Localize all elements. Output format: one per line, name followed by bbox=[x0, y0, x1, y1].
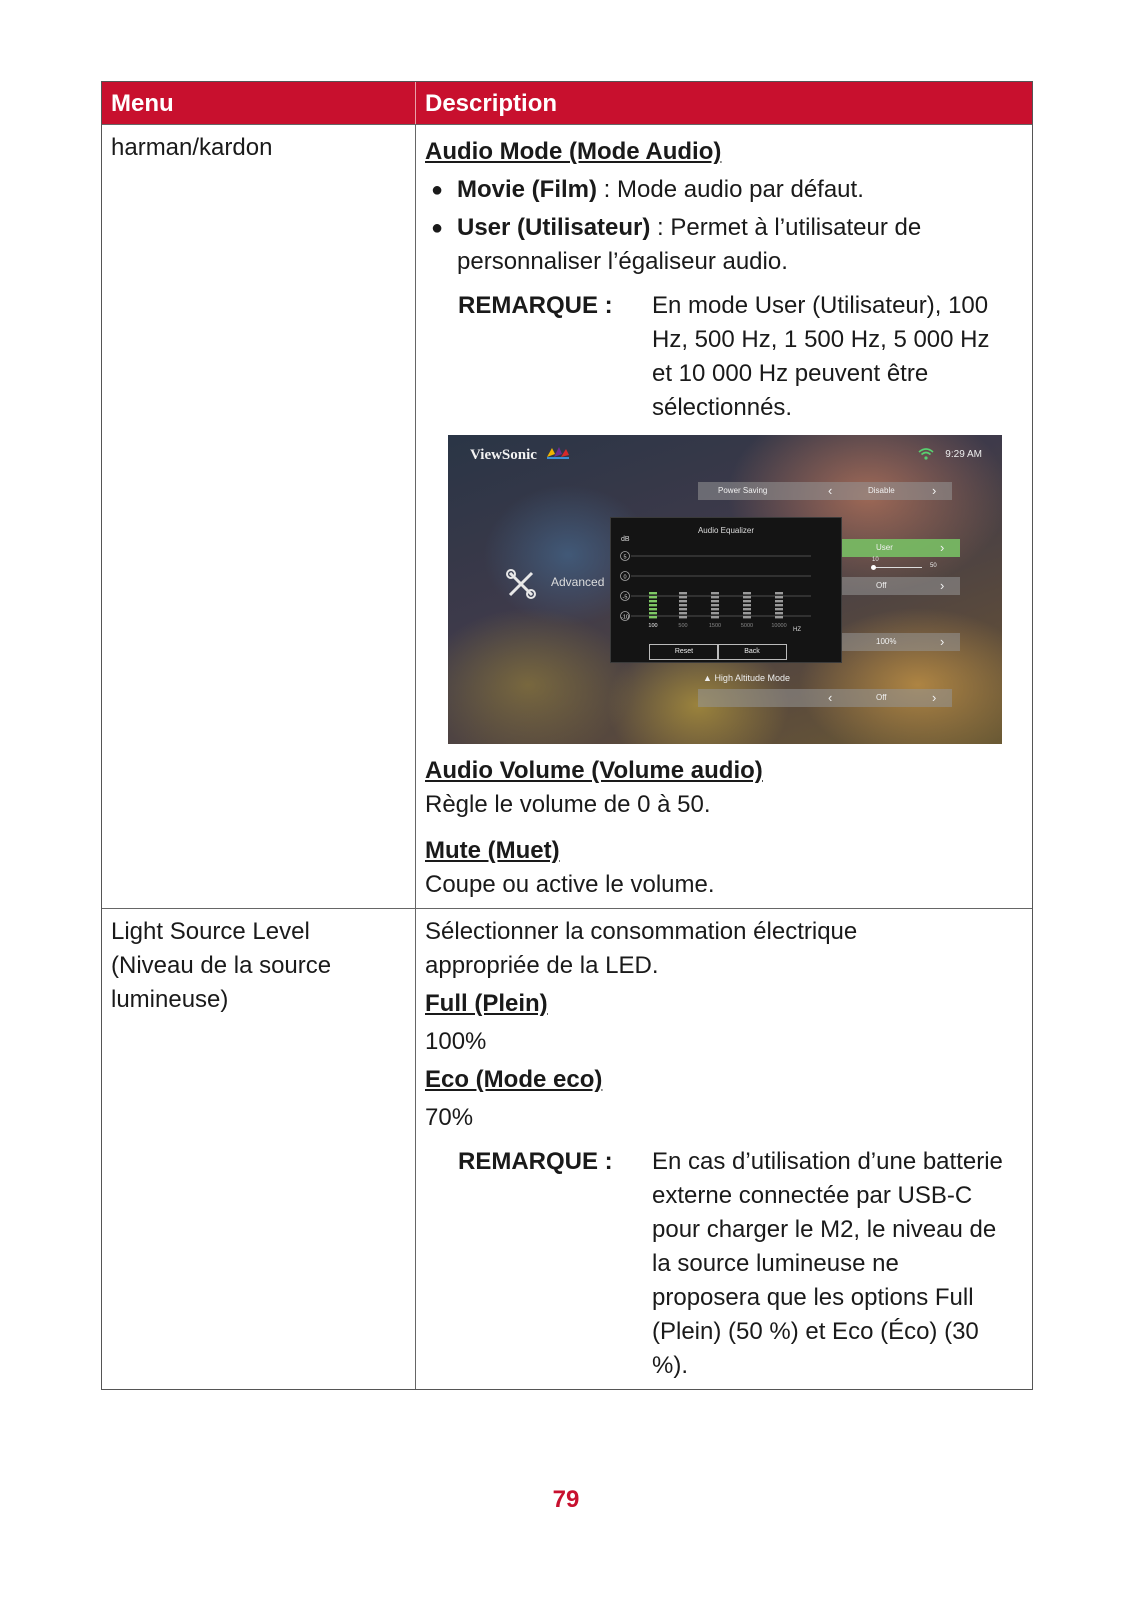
eq-band-segment bbox=[743, 604, 751, 606]
eq-band-segment bbox=[775, 612, 783, 614]
db-tick-label: 5 bbox=[623, 554, 627, 561]
note-text: En mode User (Utilisateur), 100 Hz, 500 Hz, 1 500 Hz, 5 000 Hz et 10 000 Hz peuvent être sélectionnés. bbox=[652, 292, 990, 421]
viewsonic-logo: ViewSonic bbox=[470, 447, 537, 463]
bullet-movie-text: : Mode audio par défaut. bbox=[597, 176, 864, 203]
eq-band-segment bbox=[775, 592, 783, 594]
freq-label: 10000 bbox=[771, 623, 787, 629]
audio-equalizer-screenshot bbox=[448, 435, 1002, 744]
freq-label: 1500 bbox=[708, 623, 722, 629]
slider-max: 50 bbox=[930, 563, 937, 569]
slider-min: 10 bbox=[872, 557, 879, 563]
chevron-right-icon[interactable]: › bbox=[932, 483, 937, 498]
menu-cell-harman-kardon: harman/kardon bbox=[102, 125, 416, 908]
eq-band-segment bbox=[679, 616, 687, 618]
chevron-right-icon[interactable]: › bbox=[940, 634, 945, 649]
eq-band-segment bbox=[711, 592, 719, 594]
chevron-left-icon[interactable]: ‹ bbox=[828, 690, 833, 705]
table-row-light-source-level bbox=[102, 908, 1032, 1389]
full-title: Full (Plein) bbox=[425, 990, 548, 1017]
clock: 9:29 AM bbox=[945, 449, 982, 460]
freq-label: 500 bbox=[678, 623, 688, 629]
chevron-right-icon[interactable]: › bbox=[940, 578, 945, 593]
note-label: REMARQUE : bbox=[458, 292, 613, 319]
eq-band-segment bbox=[679, 600, 687, 602]
wifi-icon bbox=[918, 447, 934, 460]
eq-band-segment bbox=[649, 604, 657, 606]
eq-band-segment bbox=[775, 608, 783, 610]
eq-band-segment bbox=[743, 592, 751, 594]
bullet-movie bbox=[431, 173, 1023, 207]
chevron-right-icon[interactable]: › bbox=[932, 690, 937, 705]
eq-band-segment bbox=[679, 612, 687, 614]
reset-button[interactable]: Reset bbox=[649, 644, 719, 660]
audio-volume-title: Audio Volume (Volume audio) bbox=[425, 757, 763, 784]
eq-band-segment bbox=[679, 608, 687, 610]
eq-band-segment bbox=[775, 616, 783, 618]
db-tick-label: -10 bbox=[621, 614, 629, 621]
header-description: Description bbox=[425, 90, 558, 117]
percent-row[interactable] bbox=[832, 633, 960, 651]
page-number: 79 bbox=[552, 1486, 580, 1513]
power-saving-label: Power Saving bbox=[718, 486, 768, 495]
menu-cell-light-source-level: Light Source Level (Niveau de la source lumineuse) bbox=[102, 909, 416, 1389]
audio-equalizer-dialog bbox=[610, 517, 842, 663]
light-source-note bbox=[458, 1145, 1023, 1383]
tools-icon bbox=[504, 567, 538, 601]
high-altitude-value: Off bbox=[876, 693, 887, 702]
eq-band-segment bbox=[711, 596, 719, 598]
slider-thumb[interactable] bbox=[871, 565, 876, 570]
eq-band-segment bbox=[649, 616, 657, 618]
mute-text: Coupe ou active le volume. bbox=[425, 871, 715, 898]
db-tick-label: 0 bbox=[623, 574, 627, 581]
eq-band-segment bbox=[743, 612, 751, 614]
eq-band-segment bbox=[649, 608, 657, 610]
eq-band-segment bbox=[649, 592, 657, 594]
eq-band-segment bbox=[775, 596, 783, 598]
advanced-label: Advanced bbox=[551, 575, 605, 589]
eq-band-segment bbox=[743, 600, 751, 602]
light-source-intro: Sélectionner la consommation électrique appropriée de la LED. bbox=[425, 918, 858, 979]
audio-volume-text: Règle le volume de 0 à 50. bbox=[425, 791, 711, 818]
off-row[interactable] bbox=[832, 577, 960, 595]
eq-band-segment bbox=[711, 604, 719, 606]
settings-table bbox=[101, 81, 1033, 1390]
eq-band-segment bbox=[679, 604, 687, 606]
chevron-right-icon[interactable]: › bbox=[940, 540, 945, 555]
audio-mode-title: Audio Mode (Mode Audio) bbox=[425, 138, 722, 165]
full-value: 100% bbox=[425, 1028, 487, 1055]
power-saving-row[interactable] bbox=[698, 482, 952, 500]
db-tick-label: -5 bbox=[622, 594, 628, 601]
viewsonic-birds-icon bbox=[546, 445, 570, 461]
bullet-movie-label: Movie (Film) bbox=[457, 176, 598, 203]
eco-value: 70% bbox=[425, 1104, 474, 1131]
high-altitude-row[interactable] bbox=[698, 689, 952, 707]
eq-band-segment bbox=[711, 600, 719, 602]
audio-mode-row[interactable] bbox=[832, 539, 960, 557]
description-cell-harman-kardon bbox=[416, 125, 1032, 908]
bullet-dot: ● bbox=[431, 179, 444, 201]
mountain-icon: ▲ bbox=[703, 673, 712, 683]
power-saving-value: Disable bbox=[868, 486, 895, 495]
eq-band-segment bbox=[711, 612, 719, 614]
bullet-user-text: : Permet à l’utilisateur de personnaliser l’égaliseur audio. bbox=[457, 214, 922, 275]
eq-band-segment bbox=[649, 596, 657, 598]
eq-band-segment bbox=[679, 596, 687, 598]
percent-value: 100% bbox=[876, 637, 897, 646]
off-value: Off bbox=[876, 581, 887, 590]
bullet-dot: ● bbox=[431, 217, 444, 239]
high-altitude-label: ▲ High Altitude Mode bbox=[703, 673, 790, 683]
eq-band-segment bbox=[775, 604, 783, 606]
eq-band-segment bbox=[743, 596, 751, 598]
equalizer-title: Audio Equalizer bbox=[697, 526, 755, 535]
equalizer-graph bbox=[611, 518, 841, 638]
eq-band-segment bbox=[711, 608, 719, 610]
eq-band-segment bbox=[649, 612, 657, 614]
table-header-row bbox=[102, 82, 1032, 124]
bullet-user-label: User (Utilisateur) bbox=[457, 214, 651, 241]
volume-slider[interactable] bbox=[868, 559, 968, 573]
hz-label: HZ bbox=[793, 627, 801, 633]
description-cell-light-source-level bbox=[416, 909, 1032, 1389]
note-label: REMARQUE : bbox=[458, 1148, 613, 1175]
eq-band-segment bbox=[649, 600, 657, 602]
eco-title: Eco (Mode eco) bbox=[425, 1066, 603, 1093]
table-row-harman-kardon bbox=[102, 124, 1032, 908]
back-button[interactable]: Back bbox=[717, 644, 787, 660]
note-text: En cas d’utilisation d’une batterie externe connectée par USB-C pour charger le M2, le niveau de la source lumineuse ne proposera que les options Full (Plein) (50 %) et Eco (Éco) (30 %). bbox=[652, 1148, 1003, 1379]
slider-track bbox=[872, 567, 922, 568]
eq-band-segment bbox=[679, 592, 687, 594]
mute-title: Mute (Muet) bbox=[425, 837, 560, 864]
chevron-left-icon[interactable]: ‹ bbox=[828, 483, 833, 498]
db-label: dB bbox=[621, 536, 630, 543]
freq-label: 100 bbox=[648, 623, 658, 629]
freq-label: 5000 bbox=[740, 623, 754, 629]
bullet-user bbox=[431, 211, 1023, 279]
eq-band-segment bbox=[743, 608, 751, 610]
eq-band-segment bbox=[711, 616, 719, 618]
header-menu: Menu bbox=[102, 82, 416, 124]
eq-band-segment bbox=[743, 616, 751, 618]
eq-band-segment bbox=[775, 600, 783, 602]
audio-mode-note bbox=[458, 289, 1023, 425]
audio-mode-value: User bbox=[876, 543, 893, 552]
